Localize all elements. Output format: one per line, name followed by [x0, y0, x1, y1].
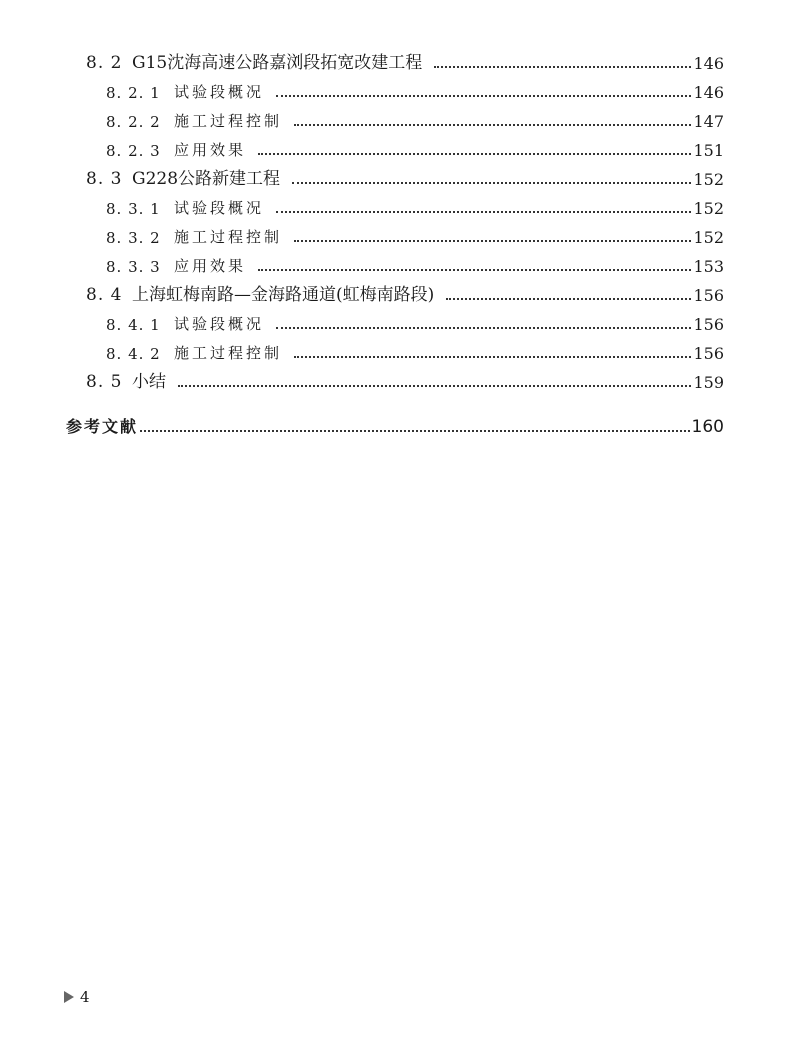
toc-entry-title: 上海虹梅南路—金海路通道(虹梅南路段)	[132, 285, 435, 305]
toc-entry-page: 159	[693, 373, 724, 392]
toc-entry-8-3-3[interactable]	[106, 247, 724, 276]
toc-entry-8-4-1[interactable]	[106, 305, 724, 334]
dot-leader	[446, 298, 691, 300]
toc-entry-number: 8. 3. 2	[106, 229, 161, 247]
toc-entry-title: 小结	[132, 372, 166, 392]
dot-leader	[294, 240, 691, 242]
toc-entry-8-2-3[interactable]	[106, 131, 724, 160]
toc-entry-title: 应用效果	[174, 141, 247, 159]
toc-entry-page: 153	[693, 257, 724, 276]
toc-entry-number: 8. 4	[86, 285, 123, 305]
toc-entry-title: 施工过程控制	[174, 112, 283, 130]
toc-entry-title: 试验段概况	[174, 199, 265, 217]
right-triangle-icon	[64, 991, 74, 1003]
toc-entry-8-3-2[interactable]	[106, 218, 724, 247]
toc-entry-number: 8. 2	[86, 53, 123, 73]
toc-entry-title: 试验段概况	[174, 83, 265, 101]
toc-entry-title: 参考文献	[66, 417, 139, 436]
toc-entry-8-3[interactable]	[86, 160, 724, 189]
toc-entry-8-2-2[interactable]	[106, 102, 724, 131]
toc-entry-page: 156	[693, 315, 724, 334]
toc-entry-number: 8. 3. 3	[106, 258, 161, 276]
toc-entry-page: 156	[693, 286, 724, 305]
toc-entry-page: 146	[693, 54, 724, 73]
toc-entry-8-3-1[interactable]	[106, 189, 724, 218]
toc-entry-title: 施工过程控制	[174, 228, 283, 246]
dot-leader	[294, 124, 691, 126]
toc-entry-page: 147	[693, 112, 724, 131]
dot-leader	[434, 66, 691, 68]
toc-entry-number: 8. 3. 1	[106, 200, 161, 218]
toc-entry-page: 152	[693, 170, 724, 189]
toc-entry-8-4[interactable]	[86, 276, 724, 305]
toc-entry-number: 8. 2. 2	[106, 113, 161, 131]
toc-entry-8-2-1[interactable]	[106, 73, 724, 102]
toc-entry-number: 8. 5	[86, 372, 123, 392]
toc-entry-number: 8. 4. 2	[106, 345, 161, 363]
dot-leader	[276, 327, 691, 329]
toc-entry-8-5[interactable]	[86, 363, 724, 392]
toc-entry-page: 160	[691, 417, 724, 437]
toc-entry-page: 152	[693, 199, 724, 218]
dot-leader	[178, 385, 691, 387]
toc-entry-page: 151	[693, 141, 724, 160]
dot-leader	[140, 430, 690, 432]
dot-leader	[258, 269, 691, 271]
dot-leader	[292, 182, 691, 184]
toc-entry-title: G15沈海高速公路嘉浏段拓宽改建工程	[132, 53, 423, 73]
page-number: 4	[80, 988, 90, 1006]
toc-entry-number: 8. 3	[86, 169, 123, 189]
toc-entry-page: 146	[693, 83, 724, 102]
toc-entry-8-4-2[interactable]	[106, 334, 724, 363]
dot-leader	[258, 153, 691, 155]
toc-entry-references[interactable]	[66, 408, 724, 437]
dot-leader	[276, 95, 691, 97]
toc-entry-number: 8. 4. 1	[106, 316, 161, 334]
toc-entry-number: 8. 2. 3	[106, 142, 161, 160]
toc-entry-page: 156	[693, 344, 724, 363]
toc-entry-number: 8. 2. 1	[106, 84, 161, 102]
dot-leader	[294, 356, 691, 358]
toc-entry-8-2[interactable]	[86, 44, 724, 73]
toc-entry-page: 152	[693, 228, 724, 247]
page-footer	[64, 986, 90, 1008]
dot-leader	[276, 211, 691, 213]
toc-entry-title: 施工过程控制	[174, 344, 283, 362]
toc-entry-title: 应用效果	[174, 257, 247, 275]
toc-entry-title: G228公路新建工程	[132, 169, 281, 189]
toc-entry-title: 试验段概况	[174, 315, 265, 333]
